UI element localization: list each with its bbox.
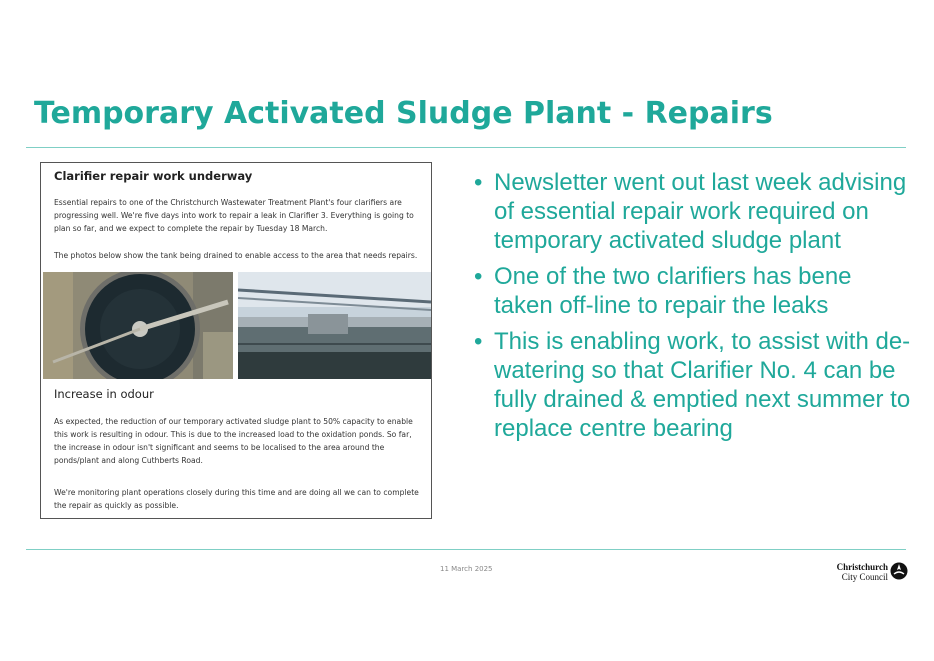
bullet-text: Newsletter went out last week advising of essential repair work required on temporary activated sludge plant	[494, 169, 907, 254]
bullet-list	[474, 168, 914, 450]
bullet-dot-icon: •	[474, 263, 483, 290]
logo-line-2: City Council	[841, 571, 888, 582]
newsletter-paragraph: We're monitoring plant operations closely during this time and are doing all we can to complete the repair as quickly as possible.	[54, 488, 419, 510]
clarifier-draining-photo	[238, 272, 431, 379]
council-emblem-icon	[890, 562, 908, 580]
newsletter-paragraph: Essential repairs to one of the Christchurch Wastewater Treatment Plant's four clarifiers are progressing well. We're five days into work to repair a leak in Clarifier 3. Everything is going to plan so far, and we expect to complete the repair by Tuesday 18 March.	[54, 198, 414, 233]
newsletter-screenshot	[40, 162, 432, 519]
newsletter-subheading: Increase in odour	[54, 387, 154, 401]
slide-title: Temporary Activated Sludge Plant - Repairs	[34, 96, 773, 131]
bullet-item	[474, 168, 914, 255]
newsletter-paragraph: As expected, the reduction of our temporary activated sludge plant to 50% capacity to enable this work is resulting in odour. This is due to the increased load to the oxidation ponds. So far, the increase in odour isn't significant and seems to be localised to the area around the ponds/plant and along Cuthberts Road.	[54, 417, 413, 465]
footer-date: 11 March 2025	[440, 565, 493, 573]
title-divider	[26, 147, 906, 148]
newsletter-paragraph: The photos below show the tank being drained to enable access to the area that needs repairs.	[54, 251, 418, 260]
logo-line-1: Christchurch	[836, 562, 888, 572]
bullet-text: One of the two clarifiers has bene taken off-line to repair the leaks	[494, 263, 852, 319]
bullet-dot-icon: •	[474, 169, 483, 196]
bullet-dot-icon: •	[474, 328, 483, 355]
clarifier-aerial-photo	[43, 272, 233, 379]
bullet-text: This is enabling work, to assist with de-watering so that Clarifier No. 4 can be fully drained & emptied next summer to replace centre bearing	[494, 328, 911, 442]
bullet-item	[474, 327, 914, 443]
bullet-item	[474, 262, 914, 320]
newsletter-heading: Clarifier repair work underway	[54, 169, 253, 183]
footer-divider	[26, 549, 906, 550]
council-logo	[830, 562, 910, 584]
